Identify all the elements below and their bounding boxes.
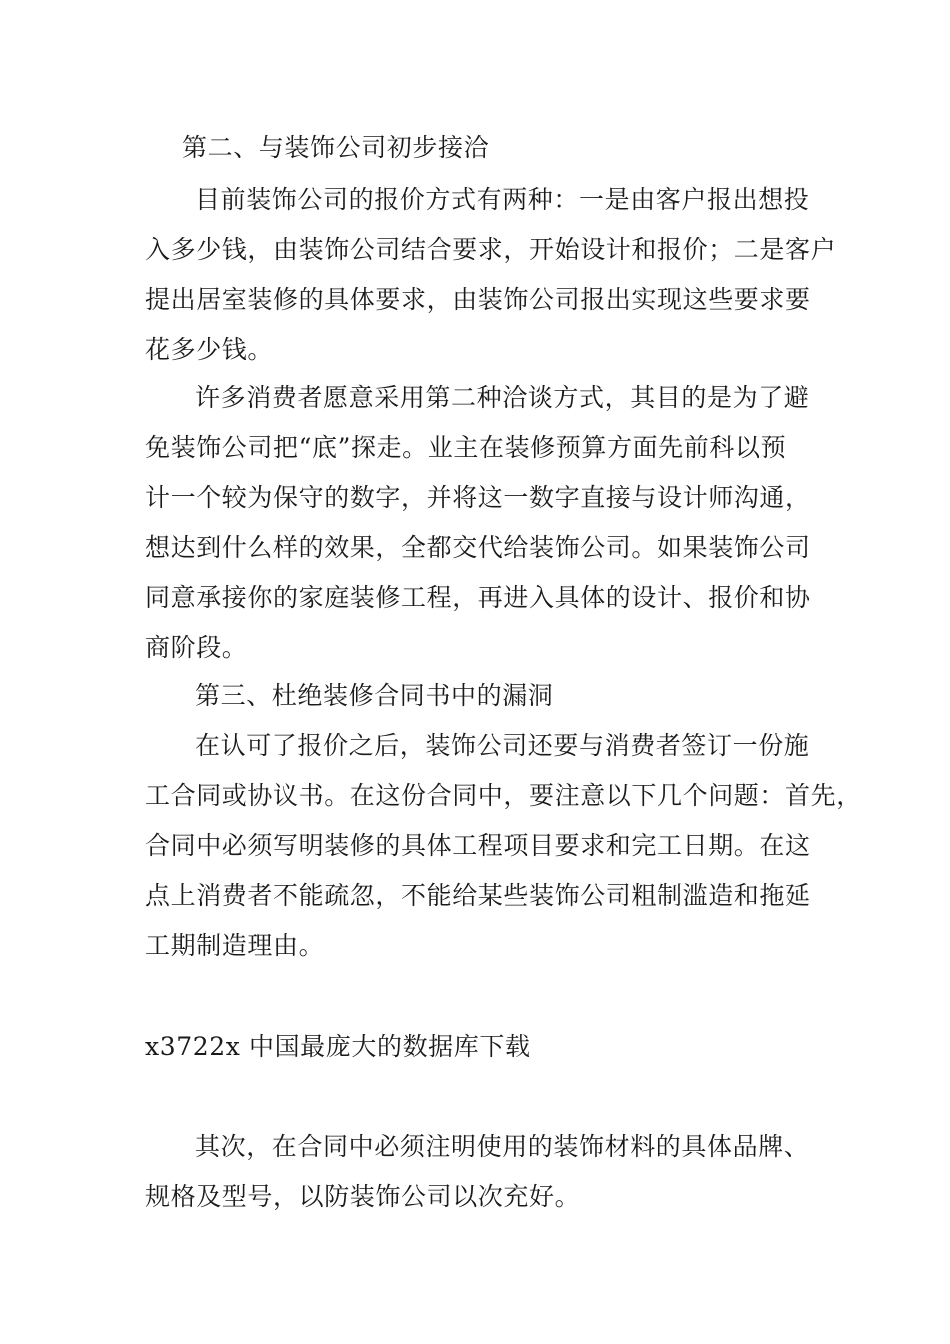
watermark-text: x3722x 中国最庞大的数据库下载	[145, 1032, 531, 1061]
paragraph-1-line-4: 花多少钱。	[145, 335, 274, 364]
paragraph-1-line-1: 目前装饰公司的报价方式有两种：一是由客户报出想投	[195, 185, 810, 214]
paragraph-2-line-4: 想达到什么样的效果，全都交代给装饰公司。如果装饰公司	[145, 533, 811, 562]
paragraph-4-line-2: 规格及型号，以防装饰公司以次充好。	[145, 1182, 581, 1211]
paragraph-3-line-4: 点上消费者不能疏忽，不能给某些装饰公司粗制滥造和拖延	[145, 881, 811, 910]
paragraph-3-line-1: 在认可了报价之后，装饰公司还要与消费者签订一份施	[195, 731, 810, 760]
section-heading-2: 第二、与装饰公司初步接洽	[182, 133, 490, 162]
paragraph-2-line-6: 商阶段。	[145, 633, 248, 662]
paragraph-3-line-2: 工合同或协议书。在这份合同中，要注意以下几个问题：首先，	[145, 781, 862, 810]
paragraph-1-line-2: 入多少钱，由装饰公司结合要求，开始设计和报价；二是客户	[145, 235, 837, 264]
paragraph-1-line-3: 提出居室装修的具体要求，由装饰公司报出实现这些要求要	[145, 285, 811, 314]
paragraph-2-line-5: 同意承接你的家庭装修工程，再进入具体的设计、报价和协	[145, 583, 811, 612]
paragraph-3-line-3: 合同中必须写明装修的具体工程项目要求和完工日期。在这	[145, 831, 811, 860]
paragraph-3-line-5: 工期制造理由。	[145, 931, 325, 960]
section-heading-3: 第三、杜绝装修合同书中的漏洞	[195, 681, 554, 710]
paragraph-2-line-1: 许多消费者愿意采用第二种洽谈方式，其目的是为了避	[195, 383, 810, 412]
paragraph-2-line-2: 免装饰公司把“底”探走。业主在装修预算方面先前科以预	[145, 433, 787, 462]
paragraph-4-line-1: 其次，在合同中必须注明使用的装饰材料的具体品牌、	[195, 1132, 810, 1161]
paragraph-2-line-3: 计一个较为保守的数字，并将这一数字直接与设计师沟通，	[145, 483, 811, 512]
